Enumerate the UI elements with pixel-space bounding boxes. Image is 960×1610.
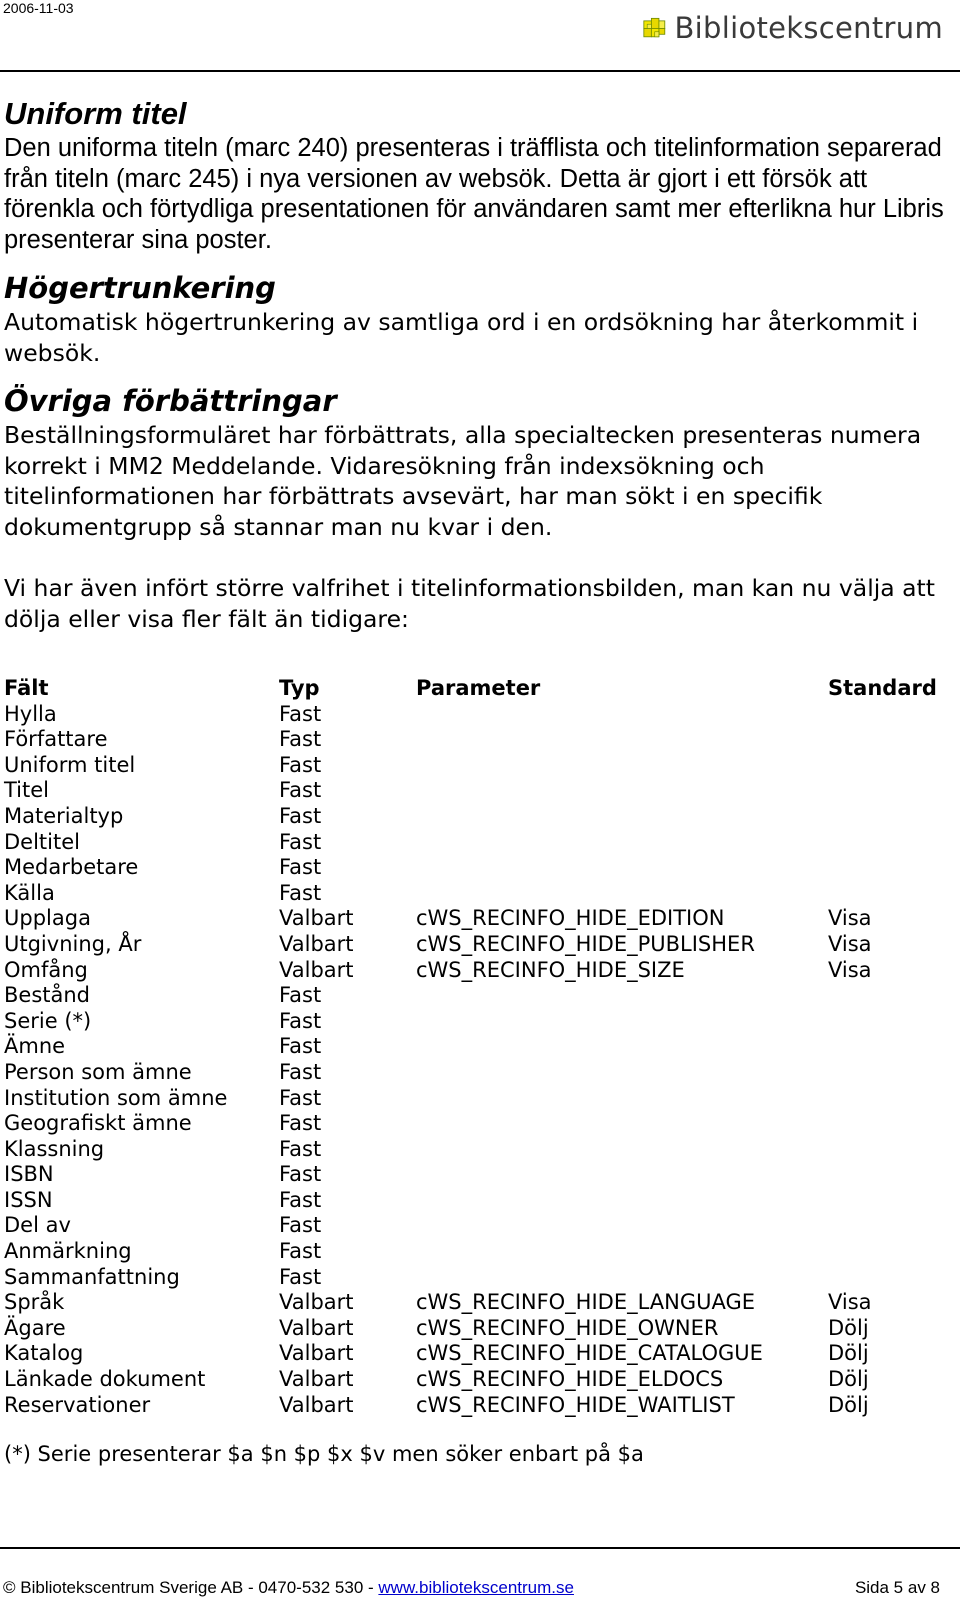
- table-row: [4, 1111, 954, 1137]
- cell-typ: Fast: [279, 1213, 322, 1238]
- table-row: [4, 1162, 954, 1188]
- paragraph-valfrihet: Vi har även infört större valfrihet i titelinformationsbilden, man kan nu välja att dölja eller visa fler fält än tidigare:: [4, 574, 935, 633]
- cell-standard: [828, 983, 954, 1009]
- cell-parameter: [416, 1060, 828, 1086]
- table-header-row: [4, 676, 954, 702]
- header-divider: [0, 70, 960, 72]
- cell-typ: Fast: [279, 983, 322, 1008]
- table-row: [4, 1009, 954, 1035]
- cell-parameter: [416, 727, 828, 753]
- cell-falt: Deltitel: [4, 829, 80, 854]
- cell-typ: Fast: [279, 880, 322, 905]
- cell-parameter: [416, 1009, 828, 1035]
- heading-ovriga-forbattringar: Övriga förbättringar: [4, 384, 337, 418]
- cell-parameter: [416, 702, 828, 728]
- cell-typ: Fast: [279, 752, 322, 777]
- cell-standard: [828, 702, 954, 728]
- cell-parameter: [416, 1086, 828, 1112]
- cell-parameter: cWS_RECINFO_HIDE_LANGUAGE: [416, 1290, 756, 1315]
- cell-standard: Dölj: [828, 1315, 869, 1340]
- table-row: [4, 753, 954, 779]
- cell-typ: Fast: [279, 1162, 322, 1187]
- cell-falt: Språk: [4, 1290, 65, 1315]
- cell-typ: Fast: [279, 778, 322, 803]
- cell-falt: Ämne: [4, 1034, 66, 1059]
- cell-falt: Författare: [4, 727, 108, 752]
- cell-parameter: cWS_RECINFO_HIDE_OWNER: [416, 1315, 719, 1340]
- paragraph-hogertrunkering: Automatisk högertrunkering av samtliga ord i en ordsökning har återkommit i websök.: [4, 308, 919, 367]
- cell-typ: Fast: [279, 701, 322, 726]
- cell-typ: Fast: [279, 1239, 322, 1264]
- cell-falt: Medarbetare: [4, 855, 139, 880]
- cell-standard: Visa: [828, 1290, 872, 1315]
- cell-standard: [828, 1111, 954, 1137]
- cell-falt: Materialtyp: [4, 803, 124, 828]
- cell-parameter: [416, 1188, 828, 1214]
- cell-typ: Fast: [279, 727, 322, 752]
- cell-standard: [828, 1239, 954, 1265]
- cell-falt: Uniform titel: [4, 752, 136, 777]
- fields-table: [4, 676, 954, 1418]
- table-row: [4, 1060, 954, 1086]
- footer-copyright-text: © Bibliotekscentrum Sverige AB - 0470-532 530 -: [3, 1578, 379, 1597]
- footer-website-link[interactable]: www.bibliotekscentrum.se: [378, 1578, 574, 1597]
- cell-standard: Dölj: [828, 1367, 869, 1392]
- cell-typ: Fast: [279, 829, 322, 854]
- table-row: [4, 932, 954, 958]
- document-body: [4, 95, 954, 1466]
- cell-typ: Valbart: [279, 1341, 354, 1366]
- cell-parameter: cWS_RECINFO_HIDE_ELDOCS: [416, 1367, 724, 1392]
- cell-standard: [828, 778, 954, 804]
- cell-standard: [828, 1188, 954, 1214]
- heading-hogertrunkering: Högertrunkering: [4, 271, 276, 305]
- cell-standard: [828, 881, 954, 907]
- cell-standard: Dölj: [828, 1341, 869, 1366]
- cell-parameter: [416, 1213, 828, 1239]
- cell-parameter: [416, 753, 828, 779]
- paragraph-uniform-titel: Den uniforma titeln (marc 240) presenteras i träfflista och titelinformation separerad från titeln (marc 245) i nya versionen av websök. Detta är gjort i ett försök att förenkla och förtydliga presentationen för användaren samt mer efterlikna hur Libris presenterar sina poster.: [4, 134, 944, 254]
- cell-falt: Ägare: [4, 1315, 66, 1340]
- cell-falt: Länkade dokument: [4, 1367, 206, 1392]
- cell-falt: ISBN: [4, 1162, 54, 1187]
- cell-parameter: [416, 804, 828, 830]
- cell-parameter: [416, 1265, 828, 1291]
- cell-falt: Anmärkning: [4, 1239, 132, 1264]
- cell-parameter: cWS_RECINFO_HIDE_EDITION: [416, 906, 725, 931]
- cell-standard: Visa: [828, 906, 872, 931]
- cell-typ: Fast: [279, 1085, 322, 1110]
- cell-falt: Institution som ämne: [4, 1085, 228, 1110]
- cell-standard: [828, 1034, 954, 1060]
- footer-page-number: Sida 5 av 8: [854, 1578, 940, 1597]
- column-header-falt: Fält: [4, 676, 49, 700]
- cell-parameter: [416, 983, 828, 1009]
- bibliotekscentrum-logo: [643, 2, 943, 54]
- cell-falt: Källa: [4, 880, 55, 905]
- cell-parameter: [416, 881, 828, 907]
- cell-typ: Fast: [279, 1264, 322, 1289]
- cell-falt: Upplaga: [4, 906, 91, 931]
- cell-parameter: [416, 1239, 828, 1265]
- table-row: [4, 1290, 954, 1316]
- cell-standard: [828, 1137, 954, 1163]
- cell-typ: Valbart: [279, 1367, 354, 1392]
- table-row: [4, 1367, 954, 1393]
- table-row: [4, 1188, 954, 1214]
- cell-parameter: [416, 1137, 828, 1163]
- cell-falt: Hylla: [4, 701, 57, 726]
- cell-falt: Del av: [4, 1213, 71, 1238]
- cell-typ: Valbart: [279, 957, 354, 982]
- table-row: [4, 1137, 954, 1163]
- table-row: [4, 1393, 954, 1419]
- cell-parameter: cWS_RECINFO_HIDE_PUBLISHER: [416, 931, 755, 956]
- cell-falt: Person som ämne: [4, 1059, 192, 1084]
- cell-typ: Fast: [279, 855, 322, 880]
- cell-falt: Omfång: [4, 957, 88, 982]
- cell-standard: [828, 1060, 954, 1086]
- cell-standard: [828, 1086, 954, 1112]
- cell-standard: [828, 1265, 954, 1291]
- cell-falt: Bestånd: [4, 983, 91, 1008]
- column-header-standard: Standard: [828, 676, 937, 700]
- footnote: (*) Serie presenterar $a $n $p $x $v men söker enbart på $a: [4, 1442, 644, 1467]
- header-date: 2006-11-03: [3, 0, 74, 16]
- cell-parameter: cWS_RECINFO_HIDE_SIZE: [416, 957, 685, 982]
- table-row: [4, 958, 954, 984]
- cell-falt: Serie (*): [4, 1008, 92, 1033]
- table-row: [4, 1265, 954, 1291]
- cell-standard: Visa: [828, 931, 872, 956]
- cell-parameter: [416, 778, 828, 804]
- cell-standard: [828, 753, 954, 779]
- cell-typ: Fast: [279, 803, 322, 828]
- table-row: [4, 1341, 954, 1367]
- footer-copyright: [3, 1578, 574, 1598]
- cell-typ: Valbart: [279, 906, 354, 931]
- table-row: [4, 1239, 954, 1265]
- table-row: [4, 702, 954, 728]
- cell-typ: Fast: [279, 1136, 322, 1161]
- cell-falt: Klassning: [4, 1136, 105, 1161]
- table-row: [4, 727, 954, 753]
- table-body: [4, 702, 954, 1419]
- cell-parameter: cWS_RECINFO_HIDE_WAITLIST: [416, 1392, 735, 1417]
- cell-typ: Fast: [279, 1187, 322, 1212]
- table-row: [4, 881, 954, 907]
- footer-divider: [0, 1547, 960, 1549]
- cell-typ: Fast: [279, 1059, 322, 1084]
- column-header-parameter: Parameter: [416, 676, 541, 700]
- paragraph-ovriga-forbattringar: Beställningsformuläret har förbättrats, alla specialtecken presenteras numera korrekt i MM2 Meddelande. Vidaresökning från indexsökning och titelinformationen har förbättrats avsevärt, har man sökt i en specifik dokumentgrupp så stannar man nu kvar i den.: [4, 421, 922, 541]
- cell-parameter: cWS_RECINFO_HIDE_CATALOGUE: [416, 1341, 763, 1366]
- table-row: [4, 830, 954, 856]
- cell-parameter: [416, 830, 828, 856]
- cell-typ: Fast: [279, 1034, 322, 1059]
- cell-standard: [828, 804, 954, 830]
- cell-parameter: [416, 855, 828, 881]
- cell-typ: Fast: [279, 1111, 322, 1136]
- cell-typ: Valbart: [279, 1315, 354, 1340]
- cell-typ: Fast: [279, 1008, 322, 1033]
- cell-standard: [828, 727, 954, 753]
- cell-typ: Valbart: [279, 1392, 354, 1417]
- table-row: [4, 855, 954, 881]
- table-row: [4, 983, 954, 1009]
- cell-falt: ISSN: [4, 1187, 53, 1212]
- table-row: [4, 1213, 954, 1239]
- table-row: [4, 1034, 954, 1060]
- table-row: [4, 1086, 954, 1112]
- cell-standard: Dölj: [828, 1392, 869, 1417]
- cell-falt: Katalog: [4, 1341, 84, 1366]
- cell-parameter: [416, 1111, 828, 1137]
- cell-falt: Sammanfattning: [4, 1264, 180, 1289]
- table-row: [4, 804, 954, 830]
- cell-falt: Utgivning, År: [4, 931, 142, 956]
- cell-standard: [828, 1009, 954, 1035]
- cell-standard: [828, 1162, 954, 1188]
- cell-falt: Titel: [4, 778, 50, 803]
- cell-typ: Valbart: [279, 1290, 354, 1315]
- table-row: [4, 906, 954, 932]
- heading-uniform-titel: Uniform titel: [4, 96, 187, 131]
- logo-grid-icon: [643, 3, 666, 53]
- cell-standard: [828, 1213, 954, 1239]
- cell-falt: Geografiskt ämne: [4, 1111, 192, 1136]
- cell-parameter: [416, 1034, 828, 1060]
- cell-parameter: [416, 1162, 828, 1188]
- cell-standard: [828, 830, 954, 856]
- cell-standard: [828, 855, 954, 881]
- table-row: [4, 1316, 954, 1342]
- table-row: [4, 778, 954, 804]
- logo-text: Bibliotekscentrum: [674, 11, 943, 45]
- column-header-typ: Typ: [279, 676, 320, 700]
- cell-falt: Reservationer: [4, 1392, 151, 1417]
- cell-standard: Visa: [828, 957, 872, 982]
- cell-typ: Valbart: [279, 931, 354, 956]
